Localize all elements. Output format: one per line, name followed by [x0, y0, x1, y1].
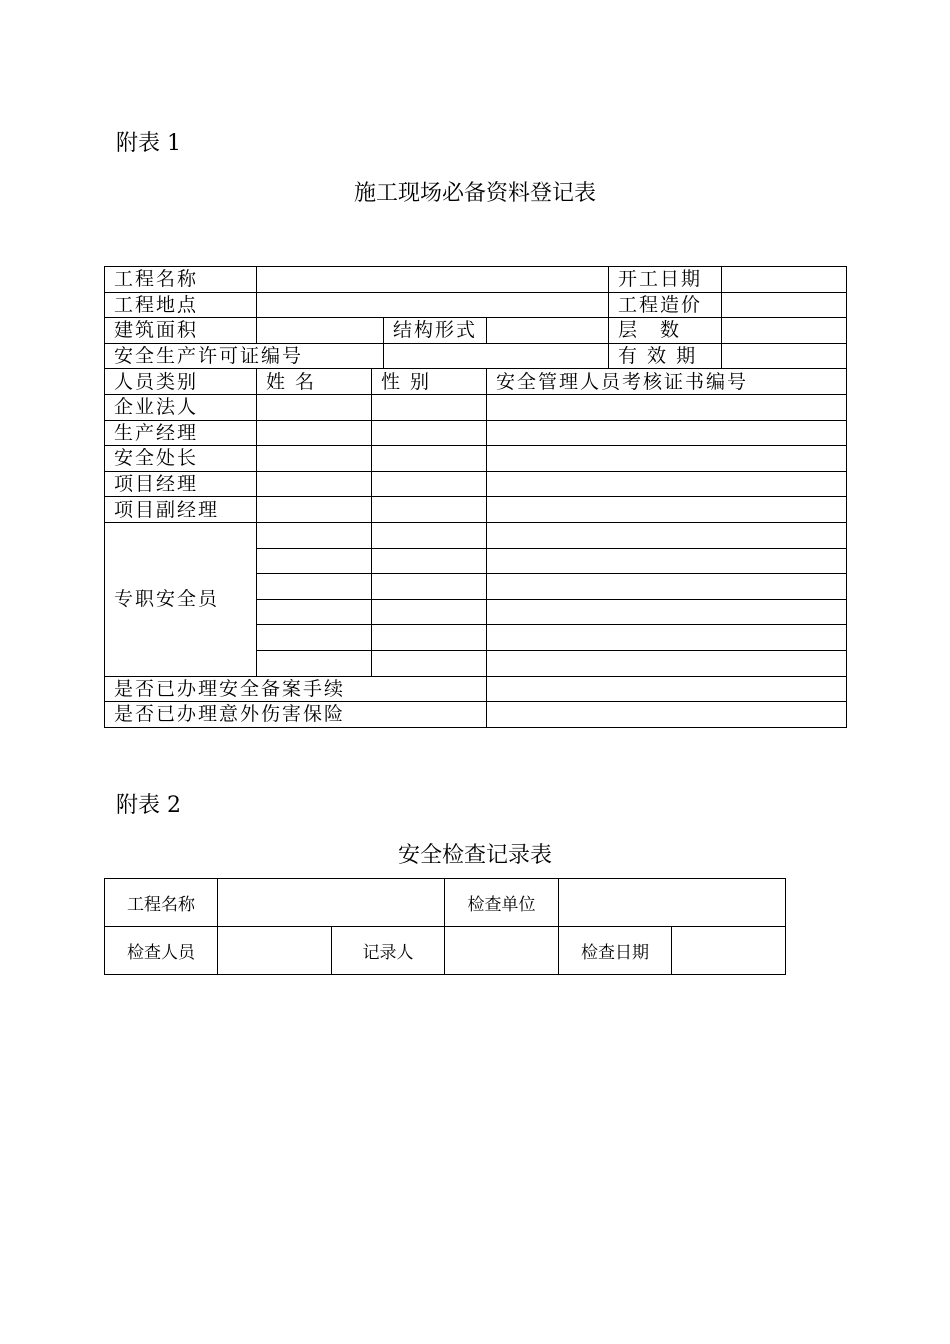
name-cell[interactable]	[257, 650, 372, 676]
safety-permit-value[interactable]	[384, 343, 609, 369]
start-date-value[interactable]	[722, 267, 847, 293]
gender-cell[interactable]	[372, 497, 487, 523]
project-name-value[interactable]	[218, 879, 445, 927]
certificate-cell[interactable]	[487, 446, 847, 472]
gender-cell[interactable]	[372, 548, 487, 574]
gender-cell[interactable]	[372, 650, 487, 676]
safety-filing-question: 是否已办理安全备案手续	[105, 676, 487, 702]
gender-cell[interactable]	[372, 394, 487, 420]
gender-cell[interactable]	[372, 420, 487, 446]
recorder-value[interactable]	[445, 927, 559, 975]
inspection-date-value[interactable]	[672, 927, 786, 975]
certificate-cell[interactable]	[487, 420, 847, 446]
inspection-unit-value[interactable]	[559, 879, 786, 927]
certificate-cell[interactable]	[487, 394, 847, 420]
header-category: 人员类别	[105, 369, 257, 395]
floors-value[interactable]	[722, 318, 847, 344]
safety-inspection-record-table	[104, 878, 786, 975]
certificate-cell[interactable]	[487, 471, 847, 497]
inspectors-label: 检查人员	[105, 927, 218, 975]
structure-type-label: 结构形式	[384, 318, 487, 344]
gender-cell[interactable]	[372, 446, 487, 472]
inspection-record-title: 安全检查记录表	[397, 843, 552, 868]
name-cell[interactable]	[257, 625, 372, 651]
safety-filing-answer[interactable]	[487, 676, 847, 702]
project-name-label: 工程名称	[105, 879, 218, 927]
project-cost-value[interactable]	[722, 292, 847, 318]
project-location-value[interactable]	[257, 292, 609, 318]
role-legal-person: 企业法人	[105, 394, 257, 420]
certificate-cell[interactable]	[487, 599, 847, 625]
name-cell[interactable]	[257, 471, 372, 497]
header-gender: 性 别	[372, 369, 487, 395]
name-cell[interactable]	[257, 599, 372, 625]
project-location-label: 工程地点	[105, 292, 257, 318]
recorder-label: 记录人	[332, 927, 445, 975]
role-safety-director: 安全处长	[105, 446, 257, 472]
certificate-cell[interactable]	[487, 497, 847, 523]
inspectors-value[interactable]	[218, 927, 332, 975]
certificate-cell[interactable]	[487, 522, 847, 548]
role-project-manager: 项目经理	[105, 471, 257, 497]
name-cell[interactable]	[257, 574, 372, 600]
name-cell[interactable]	[257, 446, 372, 472]
name-cell[interactable]	[257, 394, 372, 420]
certificate-cell[interactable]	[487, 625, 847, 651]
annex-1-label: 附表 1	[116, 131, 181, 156]
name-cell[interactable]	[257, 420, 372, 446]
registration-form-title: 施工现场必备资料登记表	[353, 181, 596, 206]
gender-cell[interactable]	[372, 574, 487, 600]
inspection-date-label: 检查日期	[559, 927, 672, 975]
certificate-cell[interactable]	[487, 548, 847, 574]
structure-type-value[interactable]	[487, 318, 609, 344]
gender-cell[interactable]	[372, 522, 487, 548]
name-cell[interactable]	[257, 497, 372, 523]
inspection-unit-label: 检查单位	[445, 879, 559, 927]
role-safety-officer: 专职安全员	[105, 522, 257, 676]
building-area-label: 建筑面积	[105, 318, 257, 344]
validity-value[interactable]	[722, 343, 847, 369]
name-cell[interactable]	[257, 548, 372, 574]
name-cell[interactable]	[257, 522, 372, 548]
project-name-label: 工程名称	[105, 267, 257, 293]
project-cost-label: 工程造价	[609, 292, 722, 318]
start-date-label: 开工日期	[609, 267, 722, 293]
role-production-manager: 生产经理	[105, 420, 257, 446]
certificate-cell[interactable]	[487, 650, 847, 676]
annex-2-label: 附表 2	[116, 793, 181, 818]
safety-permit-label: 安全生产许可证编号	[105, 343, 384, 369]
gender-cell[interactable]	[372, 599, 487, 625]
header-certificate: 安全管理人员考核证书编号	[487, 369, 847, 395]
validity-label: 有 效 期	[609, 343, 722, 369]
accident-insurance-answer[interactable]	[487, 702, 847, 728]
gender-cell[interactable]	[372, 625, 487, 651]
certificate-cell[interactable]	[487, 574, 847, 600]
project-name-value[interactable]	[257, 267, 609, 293]
gender-cell[interactable]	[372, 471, 487, 497]
header-name: 姓 名	[257, 369, 372, 395]
accident-insurance-question: 是否已办理意外伤害保险	[105, 702, 487, 728]
floors-label: 层 数	[609, 318, 722, 344]
role-deputy-project-manager: 项目副经理	[105, 497, 257, 523]
building-area-value[interactable]	[257, 318, 384, 344]
site-documents-registration-table	[104, 266, 847, 728]
